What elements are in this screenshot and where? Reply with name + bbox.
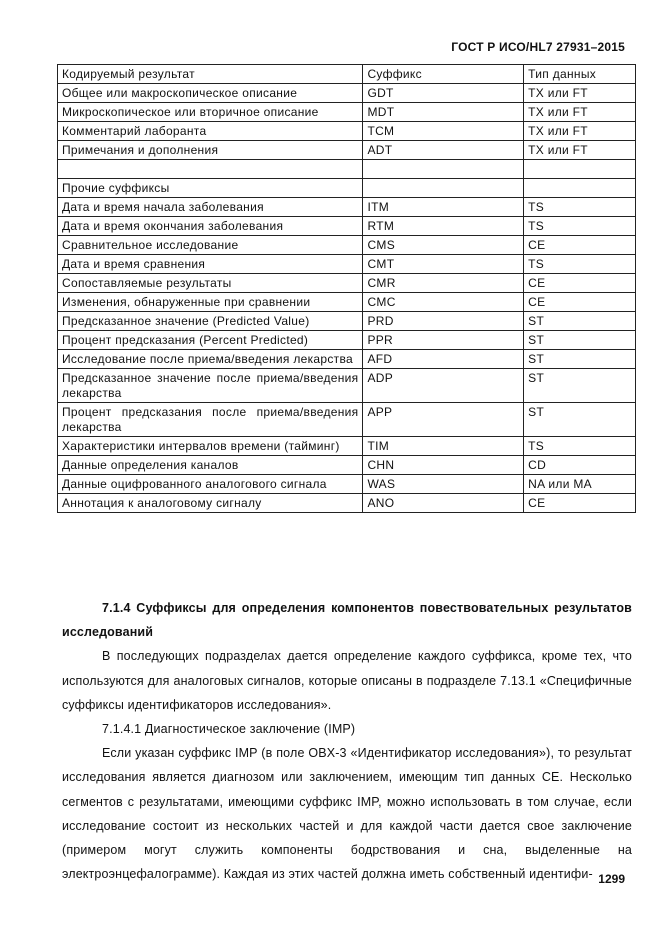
table-cell-suffix: TIM bbox=[363, 437, 524, 456]
table-cell-suffix: TCM bbox=[363, 122, 524, 141]
table-row bbox=[58, 312, 636, 331]
column-header-suffix: Суффикс bbox=[363, 65, 524, 84]
table-cell-result: Предсказанное значение (Predicted Value) bbox=[58, 312, 363, 331]
table-row bbox=[58, 331, 636, 350]
table-row bbox=[58, 141, 636, 160]
table-cell-result: Общее или макроскопическое описание bbox=[58, 84, 363, 103]
table-cell-result: Аннотация к аналоговому сигналу bbox=[58, 494, 363, 513]
body-text bbox=[62, 596, 632, 886]
table-cell-result: Предсказанное значение после приема/введения лекарства bbox=[58, 369, 363, 403]
table-cell-datatype: CE bbox=[524, 274, 636, 293]
table-cell-datatype: TS bbox=[524, 437, 636, 456]
table-cell-suffix: CMR bbox=[363, 274, 524, 293]
paragraph: Если указан суффикс IMP (в поле OBX-3 «Идентификатор исследования»), то результат исследования является диагнозом или заключением, имеющим тип данных CE. Несколько сегментов с результатами, имеющими суффикс IMP, можно использовать в том случае, если исследование состоит из нескольких частей и для каждой части дается свое заключение (примером могут служить компоненты бодрствования и сна, выделенные на электроэнцефалограмме). Каждая из этих частей должна иметь собственный идентифи- bbox=[62, 746, 632, 882]
table-row bbox=[58, 350, 636, 369]
table-header-row bbox=[58, 65, 636, 84]
table-row bbox=[58, 293, 636, 312]
table-row bbox=[58, 198, 636, 217]
table-cell-result: Сопоставляемые результаты bbox=[58, 274, 363, 293]
table-cell-datatype: NA или MA bbox=[524, 475, 636, 494]
table-cell-result: Дата и время сравнения bbox=[58, 255, 363, 274]
table-cell-result: Изменения, обнаруженные при сравнении bbox=[58, 293, 363, 312]
table-cell-datatype: TS bbox=[524, 198, 636, 217]
column-header-result: Кодируемый результат bbox=[58, 65, 363, 84]
table-row bbox=[58, 103, 636, 122]
table-row bbox=[58, 369, 636, 403]
page-number: 1299 bbox=[598, 872, 625, 886]
section-heading: 7.1.4 Суффиксы для определения компонентов повествовательных результатов исследований bbox=[62, 601, 632, 640]
table-row bbox=[58, 274, 636, 293]
table-row bbox=[58, 403, 636, 437]
table-cell-datatype: ST bbox=[524, 369, 636, 403]
table-cell-datatype: TX или FT bbox=[524, 141, 636, 160]
table-row bbox=[58, 255, 636, 274]
table-row bbox=[58, 494, 636, 513]
table-cell-datatype: ST bbox=[524, 312, 636, 331]
suffix-table bbox=[57, 64, 636, 513]
table-cell-result: Дата и время окончания заболевания bbox=[58, 217, 363, 236]
table-cell-suffix: ADT bbox=[363, 141, 524, 160]
table-cell-suffix: APP bbox=[363, 403, 524, 437]
table-cell-result: Процент предсказания после приема/введения лекарства bbox=[58, 403, 363, 437]
table-section-row bbox=[58, 179, 636, 198]
table-cell-result: Исследование после приема/введения лекарства bbox=[58, 350, 363, 369]
table-cell-suffix: CMC bbox=[363, 293, 524, 312]
table-row bbox=[58, 122, 636, 141]
table-cell-suffix: MDT bbox=[363, 103, 524, 122]
table-cell-result: Комментарий лаборанта bbox=[58, 122, 363, 141]
table-cell-datatype: CE bbox=[524, 236, 636, 255]
table-cell-suffix: PRD bbox=[363, 312, 524, 331]
table-row bbox=[58, 236, 636, 255]
table-cell-datatype: ST bbox=[524, 350, 636, 369]
table-cell-suffix: AFD bbox=[363, 350, 524, 369]
table-cell-suffix: CMT bbox=[363, 255, 524, 274]
document-code-header: ГОСТ Р ИСО/HL7 27931–2015 bbox=[451, 40, 625, 54]
column-header-datatype: Тип данных bbox=[524, 65, 636, 84]
table-cell-result: Микроскопическое или вторичное описание bbox=[58, 103, 363, 122]
table-cell-result: Характеристики интервалов времени (тайминг) bbox=[58, 437, 363, 456]
table-cell-datatype: CE bbox=[524, 494, 636, 513]
table-cell-datatype: TS bbox=[524, 217, 636, 236]
table-row bbox=[58, 84, 636, 103]
table-cell-result: Данные оцифрованного аналогового сигнала bbox=[58, 475, 363, 494]
table-cell-datatype: TX или FT bbox=[524, 122, 636, 141]
table-row bbox=[58, 217, 636, 236]
table-cell-suffix: ITM bbox=[363, 198, 524, 217]
table-cell-datatype: ST bbox=[524, 403, 636, 437]
subsection-heading: 7.1.4.1 Диагностическое заключение (IMP) bbox=[102, 722, 356, 737]
table-cell-datatype: TX или FT bbox=[524, 84, 636, 103]
table-row bbox=[58, 456, 636, 475]
table-cell-datatype: TX или FT bbox=[524, 103, 636, 122]
table-cell-datatype: TS bbox=[524, 255, 636, 274]
table-cell-datatype bbox=[524, 160, 636, 179]
table-cell-suffix: ADP bbox=[363, 369, 524, 403]
table-row bbox=[58, 475, 636, 494]
table-cell-result: Примечания и дополнения bbox=[58, 141, 363, 160]
table-cell-suffix: RTM bbox=[363, 217, 524, 236]
table-cell-suffix bbox=[363, 179, 524, 198]
table-cell-datatype: CE bbox=[524, 293, 636, 312]
table-cell-result bbox=[58, 160, 363, 179]
table-row-blank bbox=[58, 160, 636, 179]
table-cell-suffix: CMS bbox=[363, 236, 524, 255]
table-cell-suffix: GDT bbox=[363, 84, 524, 103]
table-cell-suffix: ANO bbox=[363, 494, 524, 513]
table-cell-datatype: ST bbox=[524, 331, 636, 350]
paragraph: В последующих подразделах дается определение каждого суффикса, кроме тех, что используются для аналоговых сигналов, которые описаны в подразделе 7.13.1 «Специфичные суффиксы идентификаторов исследования». bbox=[62, 649, 632, 712]
table-cell-datatype bbox=[524, 179, 636, 198]
table-row bbox=[58, 437, 636, 456]
table-cell-result: Данные определения каналов bbox=[58, 456, 363, 475]
table-cell-suffix: WAS bbox=[363, 475, 524, 494]
table-cell-suffix bbox=[363, 160, 524, 179]
table-cell-result: Сравнительное исследование bbox=[58, 236, 363, 255]
table-section-label: Прочие суффиксы bbox=[58, 179, 363, 198]
table-cell-suffix: CHN bbox=[363, 456, 524, 475]
table-cell-result: Процент предсказания (Percent Predicted) bbox=[58, 331, 363, 350]
table-cell-datatype: CD bbox=[524, 456, 636, 475]
table-cell-result: Дата и время начала заболевания bbox=[58, 198, 363, 217]
table-cell-suffix: PPR bbox=[363, 331, 524, 350]
